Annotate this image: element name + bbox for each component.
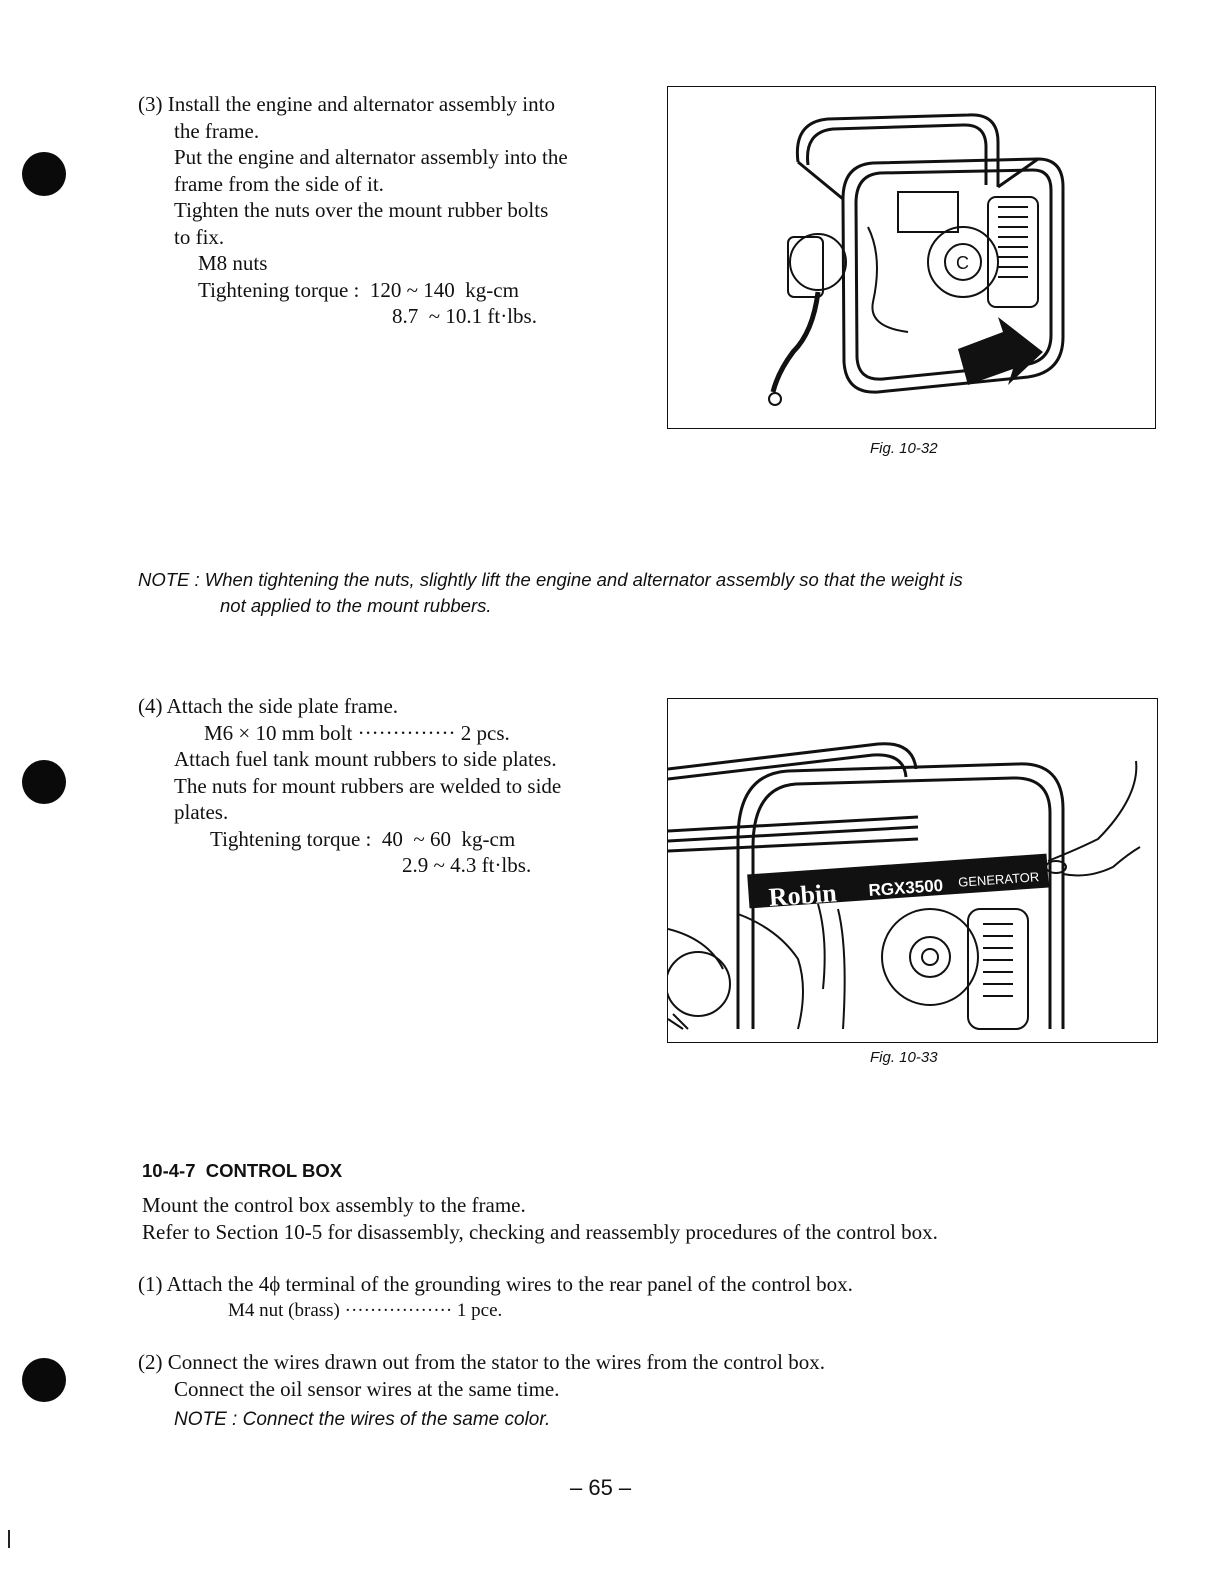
note-line: NOTE : When tightening the nuts, slightly lift the engine and alternator assembly so that the weight is bbox=[138, 569, 963, 590]
figure-10-32 bbox=[667, 86, 1156, 429]
figure-caption: Fig. 10-32 bbox=[870, 440, 938, 457]
step-3-line: 8.7 ~ 10.1 ft·lbs. bbox=[392, 304, 537, 328]
svg-text:C: C bbox=[956, 253, 969, 273]
step-3-line: frame from the side of it. bbox=[174, 171, 384, 196]
figure-10-33 bbox=[667, 698, 1158, 1043]
model-logo-text: RGX3500 bbox=[867, 875, 944, 901]
step-4-line: (4) Attach the side plate frame. bbox=[138, 694, 399, 718]
binder-hole-2 bbox=[22, 760, 66, 804]
step-1-line: M4 nut (brass) ················· 1 pce. bbox=[228, 1299, 503, 1321]
page-number: – 65 – bbox=[570, 1475, 632, 1500]
brand-logo-text: Robin bbox=[767, 878, 838, 913]
step-4-text bbox=[138, 693, 638, 879]
step-4-line: plates. bbox=[174, 800, 229, 824]
step-2-text bbox=[138, 1349, 1178, 1402]
step-3-line: Put the engine and alternator assembly into the bbox=[174, 145, 568, 169]
step-3-line: Tightening torque : 120 ~ 140 kg-cm bbox=[198, 277, 519, 302]
step-2-line: (2) Connect the wires drawn out from the stator to the wires from the control box. bbox=[138, 1350, 825, 1374]
note-wire-color: NOTE : Connect the wires of the same color. bbox=[174, 1409, 551, 1430]
engine-frame-illustration bbox=[668, 87, 1154, 427]
figure-caption: Fig. 10-33 bbox=[870, 1049, 938, 1066]
step-3-text bbox=[138, 91, 638, 330]
step-3-line: (3) Install the engine and alternator assembly into bbox=[138, 92, 555, 116]
step-3-line: Tighten the nuts over the mount rubber bolts bbox=[174, 198, 549, 222]
scan-mark bbox=[8, 1530, 10, 1548]
step-4-line: M6 × 10 mm bolt ·············· 2 pcs. bbox=[204, 720, 510, 745]
step-4-line: Tightening torque : 40 ~ 60 kg-cm bbox=[210, 826, 516, 851]
step-1-text bbox=[138, 1271, 1178, 1324]
step-3-line: M8 nuts bbox=[198, 251, 268, 275]
step-3-line: the frame. bbox=[174, 118, 260, 143]
section-paragraph: Mount the control box assembly to the frame. bbox=[142, 1193, 526, 1217]
step-1-line: (1) Attach the 4ϕ terminal of the grounding wires to the rear panel of the control box. bbox=[138, 1272, 853, 1296]
side-plate-illustration bbox=[668, 699, 1156, 1041]
section-paragraph: Refer to Section 10-5 for disassembly, checking and reassembly procedures of the control box. bbox=[142, 1219, 938, 1244]
step-4-line: The nuts for mount rubbers are welded to side bbox=[174, 773, 562, 798]
binder-hole-1 bbox=[22, 152, 66, 196]
step-4-line: 2.9 ~ 4.3 ft·lbs. bbox=[402, 853, 532, 877]
section-heading: 10-4-7 CONTROL BOX bbox=[142, 1160, 343, 1181]
binder-hole-3 bbox=[22, 1358, 66, 1402]
generator-logo-text: GENERATOR bbox=[957, 869, 1040, 890]
note-line: not applied to the mount rubbers. bbox=[220, 595, 492, 616]
step-2-line: Connect the oil sensor wires at the same time. bbox=[174, 1376, 560, 1401]
note-weight bbox=[138, 567, 1198, 619]
step-3-line: to fix. bbox=[174, 224, 225, 249]
step-4-line: Attach fuel tank mount rubbers to side plates. bbox=[174, 747, 557, 771]
section-body bbox=[142, 1192, 1182, 1245]
